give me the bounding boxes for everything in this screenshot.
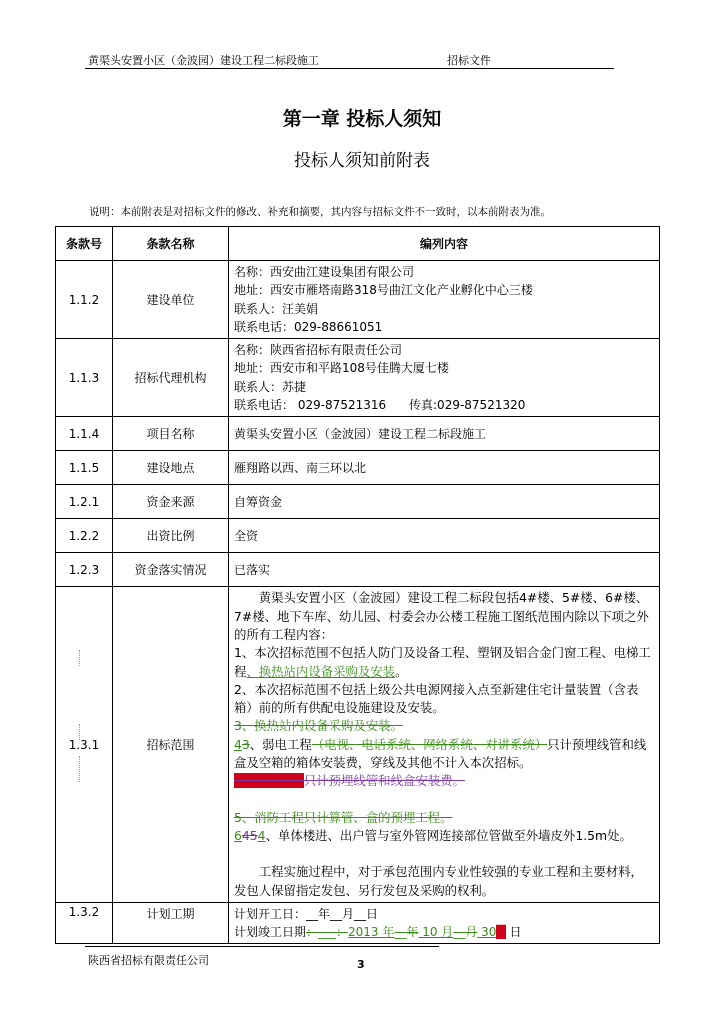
clause-content: 自筹资金 (229, 485, 660, 519)
header-rule (85, 68, 614, 69)
content-line: 名称：陕西省招标有限责任公司 (234, 343, 403, 358)
scope-reservation: 工程实施过程中，对于承包范围内专业性较强的专业工程和主要材料，发包人保留指定发包、另行发包及采购的权利。 (234, 864, 643, 898)
clause-no: 1.2.2 (56, 519, 113, 553)
clause-no: 1.1.4 (56, 417, 113, 451)
clause-no: 1.3.1 (56, 587, 113, 902)
scope-item-deleted: 3、换热站内设备采购及安装。 (234, 718, 403, 734)
scope-item-2: 2、本次招标范围不包括上级公共电源网接入点至新建住宅计量装置（含表箱）前的所有供配电设施建设及安装。 (234, 681, 639, 716)
clause-content (229, 339, 660, 417)
change-marker: █ (496, 925, 506, 940)
chapter-title: 第一章 投标人须知 (282, 108, 442, 130)
table-title: 投标人须知前附表 (294, 151, 430, 171)
table-row (56, 587, 660, 902)
content-line: 联系电话： 029-87521316 传真:029-87521320 (234, 398, 526, 413)
content-line: 地址：西安市雁塔南路318号曲江文化产业孵化中心三楼 (234, 283, 533, 298)
planned-start: 计划开工日：__年__月__日 (234, 906, 379, 921)
header-project-name: 黄渠头安置小区（金波园）建设工程二标段施工 (88, 54, 319, 67)
table-row (56, 902, 660, 944)
scope-item-pipes: 6454、单体楼进、出户管与室外管网连接部位管做至外墙皮外1.5m处。 (234, 827, 632, 843)
revision-marker (79, 724, 80, 740)
content-line: 联系人：汪美娟 (234, 301, 319, 316)
header-doc-type: 招标文件 (447, 54, 491, 67)
col-header-content: 编列内容 (229, 227, 660, 261)
scope-item-1: 1、本次招标范围不包括人防门及设备工程、塑钢及铝合金门窗工程、电梯工程、换热站内设备采购及安装。 (234, 645, 651, 679)
clause-content: 黄渠头安置小区（金波园）建设工程二标段施工 (229, 417, 660, 451)
clause-no: 1.2.1 (56, 485, 113, 519)
revision-marker (79, 756, 80, 782)
clause-name: 项目名称 (113, 417, 229, 451)
table-row (56, 451, 660, 485)
col-header-name: 条款名称 (113, 227, 229, 261)
spacer (234, 845, 654, 863)
scope-item-deleted: 5、消防工程只计算管、盒的预埋工程。 (234, 809, 453, 825)
clause-content: 已落实 (229, 553, 660, 587)
planned-end: 计划竣工日期：___：2013 年__年 10 月__月 30█ 日 (234, 925, 522, 940)
scope-item-weak-current: 43、弱电工程（电视、电话系统、网络系统、对讲系统）只计预埋线管和线盒及空箱的箱体安装费，穿线及其他不计入本次招标。 (234, 736, 647, 771)
scope-intro: 黄渠头安置小区（金波园）建设工程二标段包括4#楼、5#楼、6#楼、7#楼、地下车库、幼儿园、村委会办公楼工程施工图纸范围内除以下项之外的所有工程内容： (234, 590, 649, 642)
clause-no: 1.1.5 (56, 451, 113, 485)
table-row (56, 553, 660, 587)
clause-name: 计划工期 (113, 902, 229, 944)
clause-no: 1.2.3 (56, 553, 113, 587)
clause-name: 招标范围 (113, 587, 229, 902)
clause-name: 出资比例 (113, 519, 229, 553)
clause-no: 1.1.2 (56, 261, 113, 339)
page-number: 3 (357, 958, 365, 971)
clause-name: 招标代理机构 (113, 339, 229, 417)
clause-content: 雁翔路以西、南三环以北 (229, 451, 660, 485)
table-row (56, 485, 660, 519)
clause-content (229, 587, 660, 902)
clause-name: 建设地点 (113, 451, 229, 485)
clause-content: 全资 (229, 519, 660, 553)
content-line: 地址：西安市和平路108号佳腾大厦七楼 (234, 361, 449, 376)
clause-name: 建设单位 (113, 261, 229, 339)
table-header-row (56, 227, 660, 261)
clause-content (229, 261, 660, 339)
table-note: 说明：本前附表是对招标文件的修改、补充和摘要，其内容与招标文件不一致时，以本前附表为准。 (89, 206, 551, 218)
scope-item-deleted: 4、弱电工程只计预埋线管和线盒安装费。 (234, 773, 465, 789)
clause-no: 1.3.2 (56, 902, 113, 944)
spacer (234, 791, 654, 809)
clause-content (229, 902, 660, 944)
footer-rule (85, 946, 439, 947)
footer-company: 陕西省招标有限责任公司 (88, 954, 209, 967)
table-row (56, 417, 660, 451)
content-line: 联系电话：029-88661051 (234, 319, 383, 334)
clause-name: 资金来源 (113, 485, 229, 519)
col-header-no: 条款号 (56, 227, 113, 261)
content-line: 联系人：苏捷 (234, 379, 307, 394)
revision-marker (79, 650, 80, 666)
bidder-instructions-table (55, 226, 660, 944)
clause-no: 1.1.3 (56, 339, 113, 417)
table-row (56, 339, 660, 417)
clause-name: 资金落实情况 (113, 553, 229, 587)
content-line: 名称：西安曲江建设集团有限公司 (234, 265, 415, 279)
table-row (56, 519, 660, 553)
table-row (56, 261, 660, 339)
